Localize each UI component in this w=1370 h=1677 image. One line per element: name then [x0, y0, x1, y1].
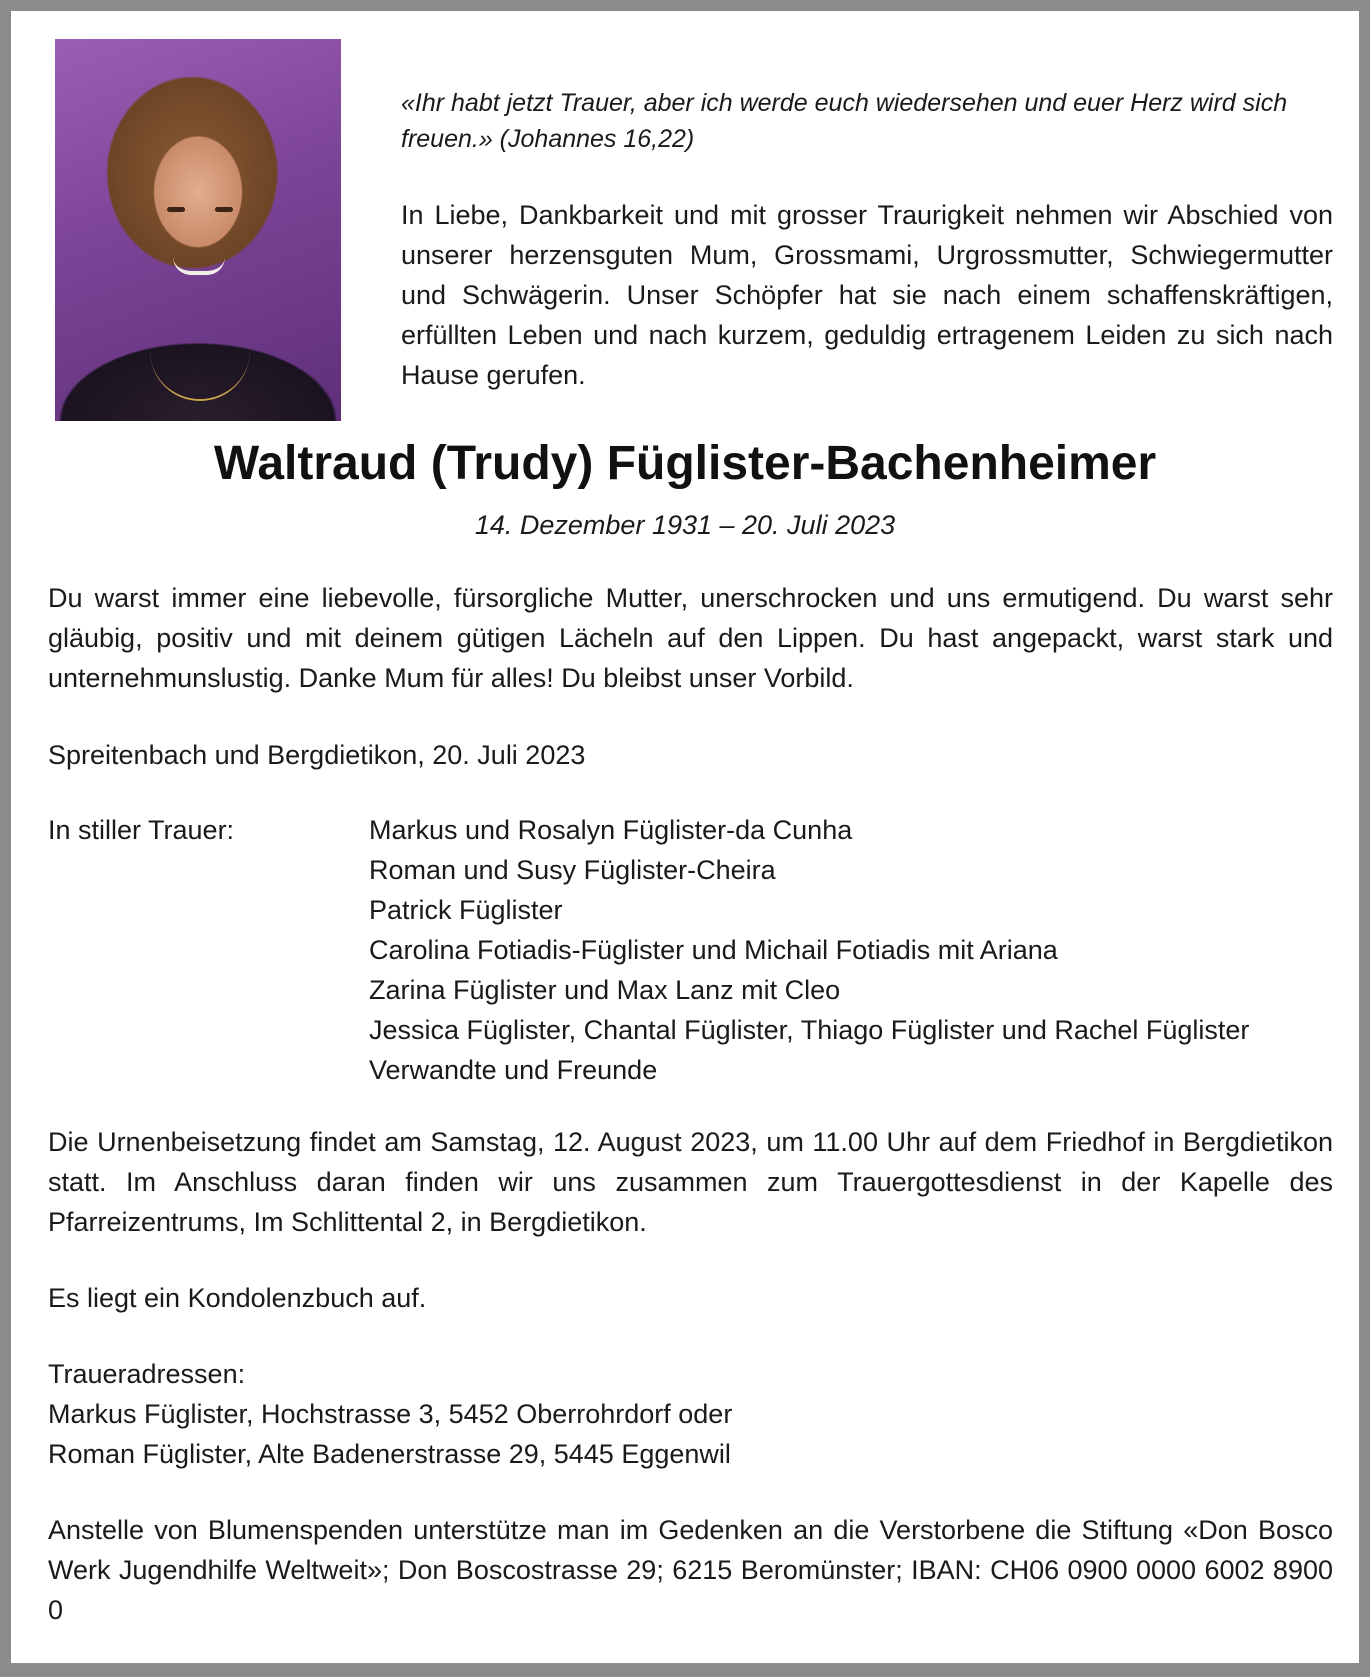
condolence-book-note: Es liegt ein Kondolenzbuch auf. — [48, 1283, 427, 1313]
address-line: Markus Füglister, Hochstrasse 3, 5452 Oberrohrdorf oder — [48, 1399, 733, 1429]
mourners-list — [369, 810, 1339, 1090]
list-item: Jessica Füglister, Chantal Füglister, Thiago Füglister und Rachel Füglister — [369, 1015, 1250, 1045]
intro-paragraph: In Liebe, Dankbarkeit und mit grosser Traurigkeit nehmen wir Abschied von unserer herzensguten Mum, Grossmami, Urgrossmutter, Schwiegermutter und Schwägerin. Unser Schöpfer hat sie nach einem schaffenskräftigen, erfüllten Leben und nach kurzem, geduldig ertragenem Leiden zu sich nach Hause gerufen. — [401, 200, 1333, 390]
portrait-smile — [173, 257, 225, 275]
tribute-paragraph: Du warst immer eine liebevolle, fürsorgliche Mutter, unerschrocken und uns ermutigend. Du warst sehr gläubig, positiv und mit deinem gütigen Lächeln auf den Lippen. Du hast angepackt, warst stark und unternehmunslustig. Danke Mum für alles! Du bleibst unser Vorbild. — [48, 583, 1333, 693]
list-item: Patrick Füglister — [369, 895, 563, 925]
burial-paragraph: Die Urnenbeisetzung findet am Samstag, 12. August 2023, um 11.00 Uhr auf dem Friedhof in Bergdietikon statt. Im Anschluss daran finden wir uns zusammen zum Trauergottesdienst in der Kapelle des Pfarreizentrums, Im Schlittental 2, in Bergdietikon. — [48, 1127, 1333, 1237]
list-item: Carolina Fotiadis-Füglister und Michail Fotiadis mit Ariana — [369, 935, 1058, 965]
addresses-label: Traueradressen: — [48, 1359, 246, 1389]
bible-quote: «Ihr habt jetzt Trauer, aber ich werde euch wiedersehen und euer Herz wird sich freuen.» (Johannes 16,22) — [401, 89, 1288, 153]
list-item: Markus und Rosalyn Füglister-da Cunha — [369, 815, 853, 845]
list-item: Zarina Füglister und Max Lanz mit Cleo — [369, 975, 841, 1005]
list-item: Verwandte und Freunde — [369, 1055, 658, 1085]
list-item: Roman und Susy Füglister-Cheira — [369, 855, 776, 885]
mourning-addresses — [48, 1354, 1333, 1474]
portrait-necklace — [150, 329, 250, 401]
portrait-photo — [55, 39, 341, 421]
mourners-label: In stiller Trauer: — [48, 815, 235, 845]
obituary-page — [11, 11, 1359, 1663]
life-dates: 14. Dezember 1931 – 20. Juli 2023 — [474, 510, 896, 540]
donation-paragraph: Anstelle von Blumenspenden unterstütze man im Gedenken an die Verstorbene die Stiftung «Don Bosco Werk Jugendhilfe Weltweit»; Don Boscostrasse 29; 6215 Beromünster; IBAN: CH06 0900 0000 6002 8900 0 — [48, 1515, 1333, 1625]
address-line: Roman Füglister, Alte Badenerstrasse 29, 5445 Eggenwil — [48, 1439, 731, 1469]
deceased-name: Waltraud (Trudy) Füglister-Bachenheimer — [213, 437, 1157, 490]
portrait-eye-left — [167, 207, 185, 212]
portrait-eye-right — [215, 207, 233, 212]
place-date: Spreitenbach und Bergdietikon, 20. Juli 2023 — [48, 740, 586, 770]
